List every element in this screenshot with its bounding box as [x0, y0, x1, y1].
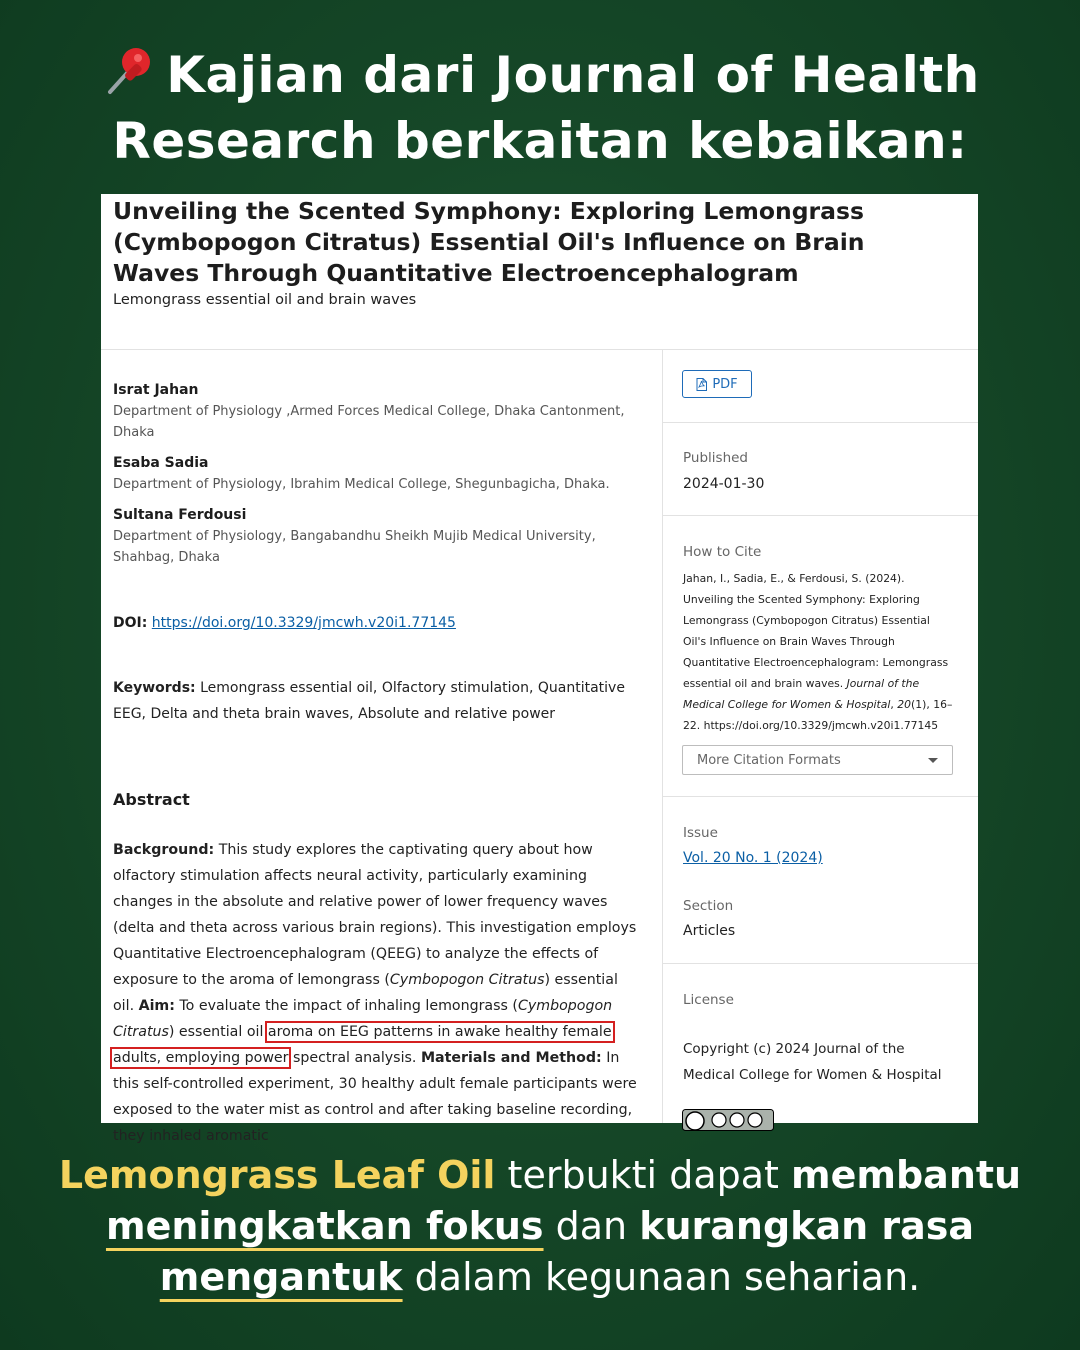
author-name: Sultana Ferdousi [113, 507, 247, 523]
caption-emphasis: kurangkan rasa [639, 1204, 975, 1248]
highlighted-sentence: aroma on EEG patterns in awake healthy female adults, employing power [113, 1024, 612, 1066]
doi-link[interactable]: https://doi.org/10.3329/jmcwh.v20i1.77145 [151, 615, 456, 631]
methods-label: Materials and Method: [420, 1050, 602, 1066]
pdf-file-icon [696, 378, 707, 391]
author-name: Esaba Sadia [113, 455, 209, 471]
keywords [113, 675, 633, 727]
caption-underlined: mengantuk [159, 1255, 403, 1299]
abstract-part: In this self-controlled experiment, 30 healthy adult female participants were exposed to the water mist as control and after taking baseline recording, they inhaled aromatic [113, 1050, 637, 1144]
abstract-part: To evaluate the impact of inhaling lemongrass ( [179, 998, 518, 1014]
abstract-text [113, 837, 639, 1149]
caption-line-2 [0, 1201, 1080, 1252]
product-name: Lemongrass Leaf Oil [58, 1153, 496, 1197]
published-date: 2024-01-30 [683, 476, 765, 492]
caption [0, 1150, 1080, 1303]
pushpin-icon [100, 40, 160, 100]
author-affiliation: Department of Physiology, Bangabandhu Sheikh Mujib Medical University, Shahbag, Dhaka [113, 529, 596, 565]
caption-text: dalam kegunaan seharian. [414, 1255, 921, 1299]
citation-journal: Journal of the Medical College for Women & Hospital [683, 677, 920, 711]
species-name: Cymbopogon Citratus [389, 972, 545, 988]
citation-part: Jahan, I., Sadia, E., & Ferdousi, S. (2024). Unveiling the Scented Symphony: Exploring Lemongrass (Cymbopogon Citratus) Essential Oil's Influence on Brain Waves Through Quantitative Electroencephalogram: Lemongrass essential oil and brain waves. [683, 572, 949, 690]
abstract-part: ) essential oil. [113, 972, 618, 1014]
caption-line-3 [0, 1252, 1080, 1303]
article-screenshot [101, 194, 978, 1144]
citation-formats-label: More Citation Formats [697, 752, 841, 768]
section-value: Articles [683, 923, 736, 939]
citation-part: (1), 16–22. https://doi.org/10.3329/jmcwh.v20i1.77145 [683, 698, 953, 732]
license-text: Copyright (c) 2024 Journal of the Medical College for Women & Hospital [683, 1041, 942, 1083]
caption-text: dan [555, 1204, 628, 1248]
article-subtitle: Lemongrass essential oil and brain waves [113, 292, 417, 308]
citation-text [683, 568, 953, 736]
abstract-heading: Abstract [113, 790, 190, 809]
issue-link[interactable]: Vol. 20 No. 1 (2024) [683, 850, 823, 866]
author-affiliation: Department of Physiology, Ibrahim Medical College, Shegunbagicha, Dhaka. [113, 477, 610, 492]
keywords-label: Keywords: [113, 680, 196, 696]
pdf-button-label: PDF [712, 376, 738, 392]
caption-emphasis: membantu [791, 1153, 1022, 1197]
doi-line [113, 615, 456, 631]
caption-line-1 [0, 1150, 1080, 1201]
abstract-part: spectral analysis. [293, 1050, 417, 1066]
author-affiliation: Department of Physiology ,Armed Forces Medical College, Dhaka Cantonment, Dhaka [113, 404, 625, 440]
creative-commons-icon[interactable] [682, 1109, 774, 1131]
article-title: Unveiling the Scented Symphony: Exploring Lemongrass (Cymbopogon Citratus) Essential Oil's Influence on Brain Waves Through Quantitative Electroencephalogram [113, 197, 865, 287]
aim-label: Aim: [138, 998, 175, 1014]
divider [662, 422, 978, 423]
how-to-cite-label: How to Cite [683, 544, 762, 560]
background-label: Background: [113, 842, 215, 858]
doi-label: DOI: [113, 615, 148, 631]
citation-volume: 20 [897, 698, 912, 711]
citation-part: , [890, 698, 898, 711]
abstract-part: This study explores the captivating query about how olfactory stimulation affects neural activity, particularly examining changes in the absolute and relative power of lower frequency waves (delta and theta across various brain regions). This investigation employs Quantitative Electroencephalogram (QEEG) to analyze the effects of exposure to the aroma of lemongrass ( [113, 842, 637, 988]
divider [101, 349, 978, 350]
published-label: Published [683, 450, 748, 466]
citation-formats-dropdown[interactable] [682, 745, 953, 775]
species-name: Cymbopogon Citratus [113, 998, 613, 1040]
caption-text: terbukti dapat [507, 1153, 779, 1197]
divider [662, 796, 978, 797]
caption-underlined: meningkatkan fokus [105, 1204, 544, 1248]
abstract-part: ) essential oil [168, 1024, 264, 1040]
section-label: Section [683, 898, 734, 914]
column-divider [662, 349, 663, 1123]
headline [0, 40, 1080, 174]
issue-label: Issue [683, 825, 718, 841]
author-name: Israt Jahan [113, 382, 199, 398]
headline-line-2: Research berkaitan kebaikan: [112, 112, 968, 170]
divider [662, 515, 978, 516]
license-label: License [683, 992, 734, 1008]
divider [662, 963, 978, 964]
chevron-down-icon [928, 758, 938, 763]
headline-line-1: Kajian dari Journal of Health [0, 40, 1080, 108]
keywords-text: Lemongrass essential oil, Olfactory stimulation, Quantitative EEG, Delta and theta brain waves, Absolute and relative power [113, 680, 625, 722]
pdf-download-button[interactable] [682, 370, 752, 398]
